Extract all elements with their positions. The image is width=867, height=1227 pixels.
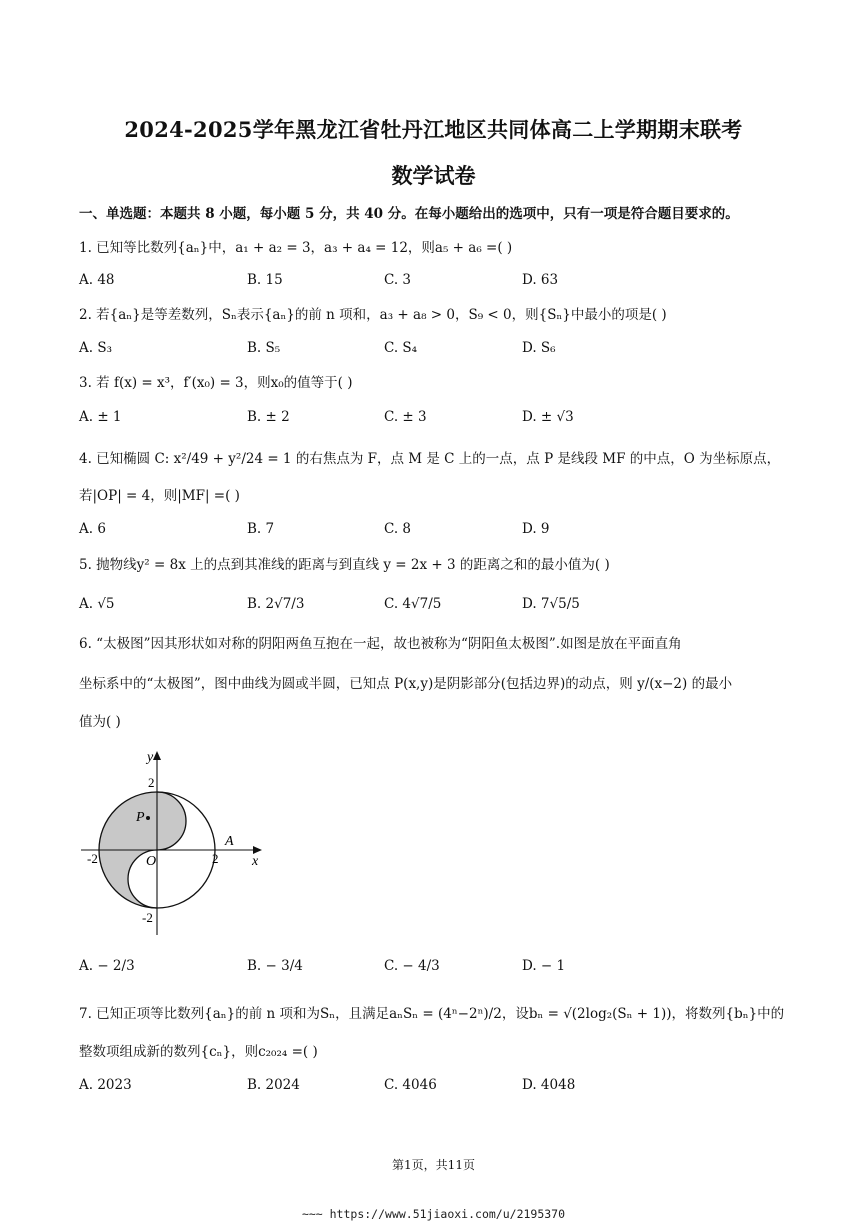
point-p-label: P xyxy=(136,810,145,825)
option-b: B. 2√7/3 xyxy=(247,596,305,612)
option-d: D. 9 xyxy=(522,521,550,537)
option-b: B. 15 xyxy=(247,272,283,288)
question-6-text-line-1: 6. “太极图”因其形状如对称的阴阳两鱼互抱在一起，故也被称为“阴阳鱼太极图”.如图是放在平面直角 xyxy=(79,636,682,652)
point-p-dot xyxy=(146,816,150,820)
option-a: A. − 2/3 xyxy=(79,958,135,974)
tick-label-bottom: -2 xyxy=(142,910,153,925)
question-6-options xyxy=(79,958,779,980)
option-c: C. S₄ xyxy=(384,340,418,356)
option-d: D. 7√5/5 xyxy=(522,596,580,612)
question-2-text: 2. 若{aₙ}是等差数列，Sₙ表示{aₙ}的前 n 项和，a₃ + a₈ > 0，S₉ < 0，则{Sₙ}中最小的项是( ) xyxy=(79,307,667,323)
option-d: D. S₆ xyxy=(522,340,556,356)
point-a-label: A xyxy=(225,834,234,849)
option-a: A. 6 xyxy=(79,521,106,537)
taiji-figure xyxy=(79,745,269,940)
page-footer: 第1页，共11页 xyxy=(392,1158,475,1172)
option-a: A. ± 1 xyxy=(79,409,122,425)
option-b: B. S₅ xyxy=(247,340,281,356)
y-axis-arrow xyxy=(153,751,161,760)
option-a: A. 48 xyxy=(79,272,115,288)
question-1-options xyxy=(79,272,779,294)
option-c: C. 4046 xyxy=(384,1077,437,1093)
question-7-text-line-1: 7. 已知正项等比数列{aₙ}的前 n 项和为Sₙ，且满足aₙSₙ = (4ⁿ−2ⁿ)/2，设bₙ = √(2log₂(Sₙ + 1))，将数列{bₙ}中的 xyxy=(79,1006,785,1022)
question-5-options xyxy=(79,596,779,618)
question-4-text-line-2: 若|OP| = 4，则|MF| =( ) xyxy=(79,488,240,504)
question-4-options xyxy=(79,521,779,543)
section-heading: 一、单选题：本题共 8 小题，每小题 5 分，共 40 分。在每小题给出的选项中，只有一项是符合题目要求的。 xyxy=(79,206,739,222)
option-d: D. ± √3 xyxy=(522,409,574,425)
option-c: C. 8 xyxy=(384,521,412,537)
question-5-text: 5. 抛物线y² = 8x 上的点到其准线的距离与到直线 y = 2x + 3 的距离之和的最小值为( ) xyxy=(79,557,610,573)
option-c: C. − 4/3 xyxy=(384,958,440,974)
watermark-url: ~~~ https://www.51jiaoxi.com/u/2195370 xyxy=(301,1207,566,1221)
question-4-text-line-1: 4. 已知椭圆 C: x²/49 + y²/24 = 1 的右焦点为 F，点 M 是 C 上的一点，点 P 是线段 MF 的中点，O 为坐标原点， xyxy=(79,451,781,467)
question-6-text-line-2: 坐标系中的“太极图”，图中曲线为圆或半圆，已知点 P(x,y)是阴影部分(包括边界)的动点，则 y/(x−2) 的最小 xyxy=(79,676,733,692)
x-axis-label: x xyxy=(252,854,259,869)
origin-label: O xyxy=(146,854,157,869)
x-axis-arrow xyxy=(253,846,262,854)
question-7-text-line-2: 整数项组成新的数列{cₙ}，则c₂₀₂₄ =( ) xyxy=(79,1044,318,1060)
option-b: B. 2024 xyxy=(247,1077,300,1093)
option-a: A. 2023 xyxy=(79,1077,132,1093)
tick-label-left: -2 xyxy=(87,851,98,866)
option-d: D. 63 xyxy=(522,272,559,288)
option-c: C. 3 xyxy=(384,272,412,288)
option-c: C. 4√7/5 xyxy=(384,596,442,612)
question-1-text: 1. 已知等比数列{aₙ}中，a₁ + a₂ = 3，a₃ + a₄ = 12，则a₅ + a₆ =( ) xyxy=(79,240,513,256)
exam-subtitle: 数学试卷 xyxy=(391,163,476,188)
option-b: B. ± 2 xyxy=(247,409,290,425)
option-c: C. ± 3 xyxy=(384,409,427,425)
option-a: A. S₃ xyxy=(79,340,112,356)
option-b: B. 7 xyxy=(247,521,275,537)
option-a: A. √5 xyxy=(79,596,115,612)
option-d: D. − 1 xyxy=(522,958,566,974)
tick-label-right: 2 xyxy=(212,851,219,866)
question-7-options xyxy=(79,1077,779,1099)
tick-label-top: 2 xyxy=(148,775,155,790)
option-b: B. − 3/4 xyxy=(247,958,303,974)
question-6-text-line-3: 值为( ) xyxy=(79,714,121,730)
question-3-text: 3. 若 f(x) = x³，f′(x₀) = 3，则x₀的值等于( ) xyxy=(79,375,353,391)
question-3-options xyxy=(79,409,779,431)
y-axis-label: y xyxy=(147,750,154,765)
option-d: D. 4048 xyxy=(522,1077,576,1093)
question-2-options xyxy=(79,340,779,362)
exam-title: 2024-2025学年黑龙江省牡丹江地区共同体高二上学期期末联考 xyxy=(124,117,743,142)
